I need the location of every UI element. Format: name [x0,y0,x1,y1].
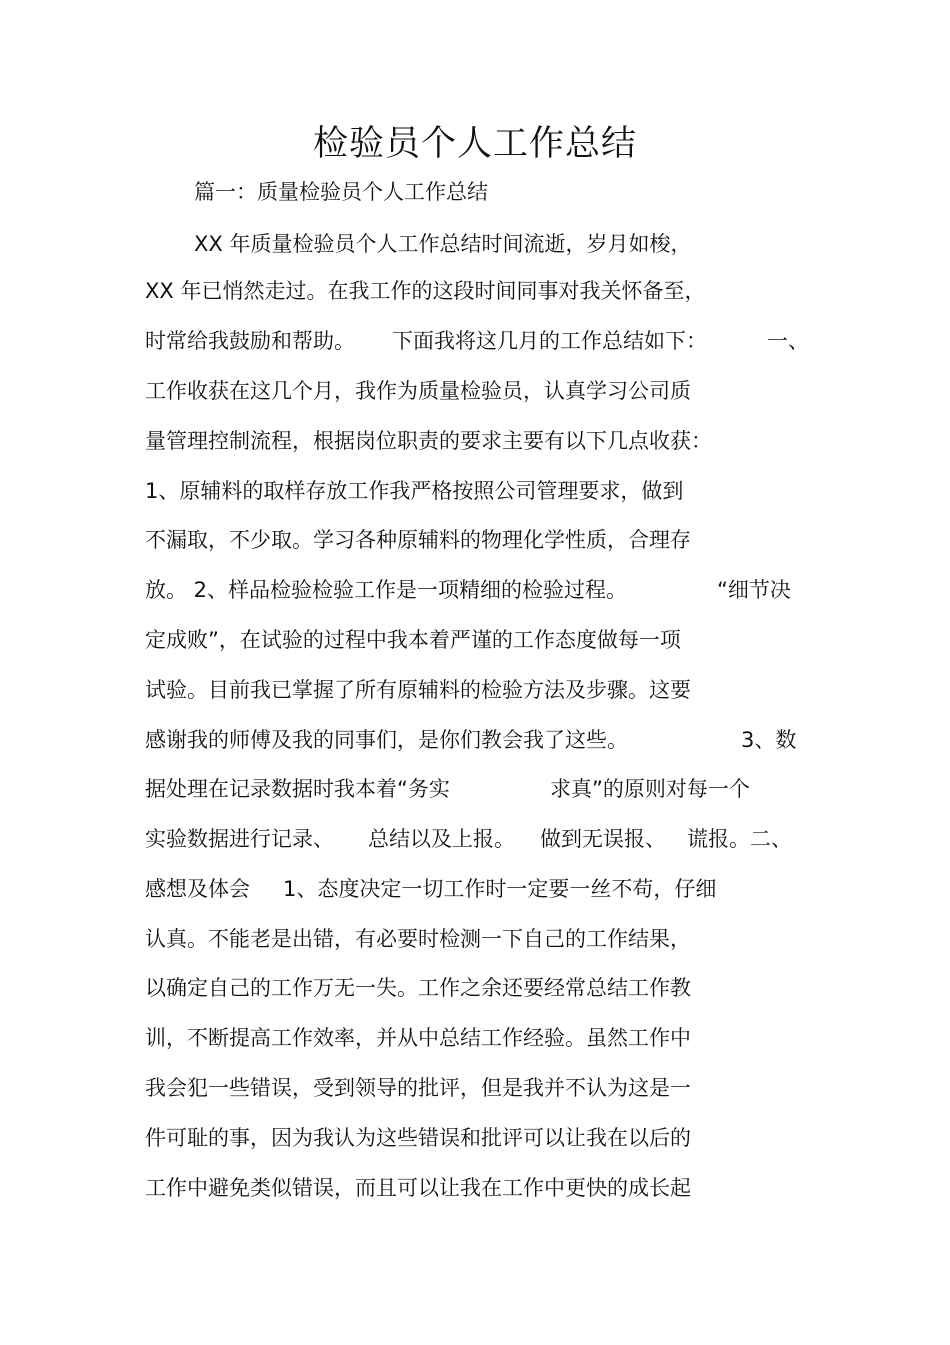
body-text: 以确定自己的工作万无一失。工作之余还要经常总结工作教 [145,976,691,1000]
body-text: 放。 2、样品检验检验工作是一项精细的检验过程。 [145,578,628,602]
document-title: 检验员个人工作总结 [312,124,637,164]
body-text: “细节决 [717,578,791,602]
body-text: 定成败”，在试验的过程中我本着严谨的工作态度做每一项 [145,628,681,652]
body-text: 3、数 [741,728,797,752]
body-text: 1、原辅料的取样存放工作我严格按照公司管理要求，做到 [145,479,684,503]
body-text: 认真。不能老是出错，有必要时检测一下自己的工作结果， [145,927,691,951]
body-text: 工作收获在这几个月，我作为质量检验员，认真学习公司质 [145,379,691,403]
body-text: 下面我将这几月的工作总结如下： [392,329,707,353]
body-text: 1、态度决定一切工作时一定要一丝不苟，仔细 [283,877,717,901]
body-text: 做到无误报、 [540,827,666,851]
body-text: 件可耻的事，因为我认为这些错误和批评可以让我在以后的 [145,1126,691,1150]
body-text: 感想及体会 [145,877,250,901]
body-text: 求真”的原则对每一个 [550,777,750,801]
body-text: 我会犯一些错误，受到领导的批评，但是我并不认为这是一 [145,1076,691,1100]
body-text: 感谢我的师傅及我的同事们，是你们教会我了这些。 [145,728,628,752]
body-text: 总结以及上报。 [368,827,515,851]
body-text: 不漏取，不少取。学习各种原辅料的物理化学性质，合理存 [145,528,691,552]
body-text: 实验数据进行记录、 [145,827,334,851]
body-text: XX 年质量检验员个人工作总结时间流逝，岁月如梭， [194,232,692,256]
body-text: 量管理控制流程，根据岗位职责的要求主要有以下几点收获： [145,429,712,453]
document-subtitle: 篇一：质量检验员个人工作总结 [194,180,488,204]
body-text: 训，不断提高工作效率，并从中总结工作经验。虽然工作中 [145,1026,691,1050]
body-text: 时常给我鼓励和帮助。 [145,329,355,353]
body-text: 工作中避免类似错误，而且可以让我在工作中更快的成长起 [145,1176,691,1200]
body-text: XX 年已悄然走过。在我工作的这段时间同事对我关怀备至， [145,279,706,303]
body-text: 一、 [767,329,809,353]
body-text: 试验。目前我已掌握了所有原辅料的检验方法及步骤。这要 [145,678,691,702]
body-text: 据处理在记录数据时我本着“务实 [145,777,450,801]
body-text: 谎报。二、 [687,827,792,851]
